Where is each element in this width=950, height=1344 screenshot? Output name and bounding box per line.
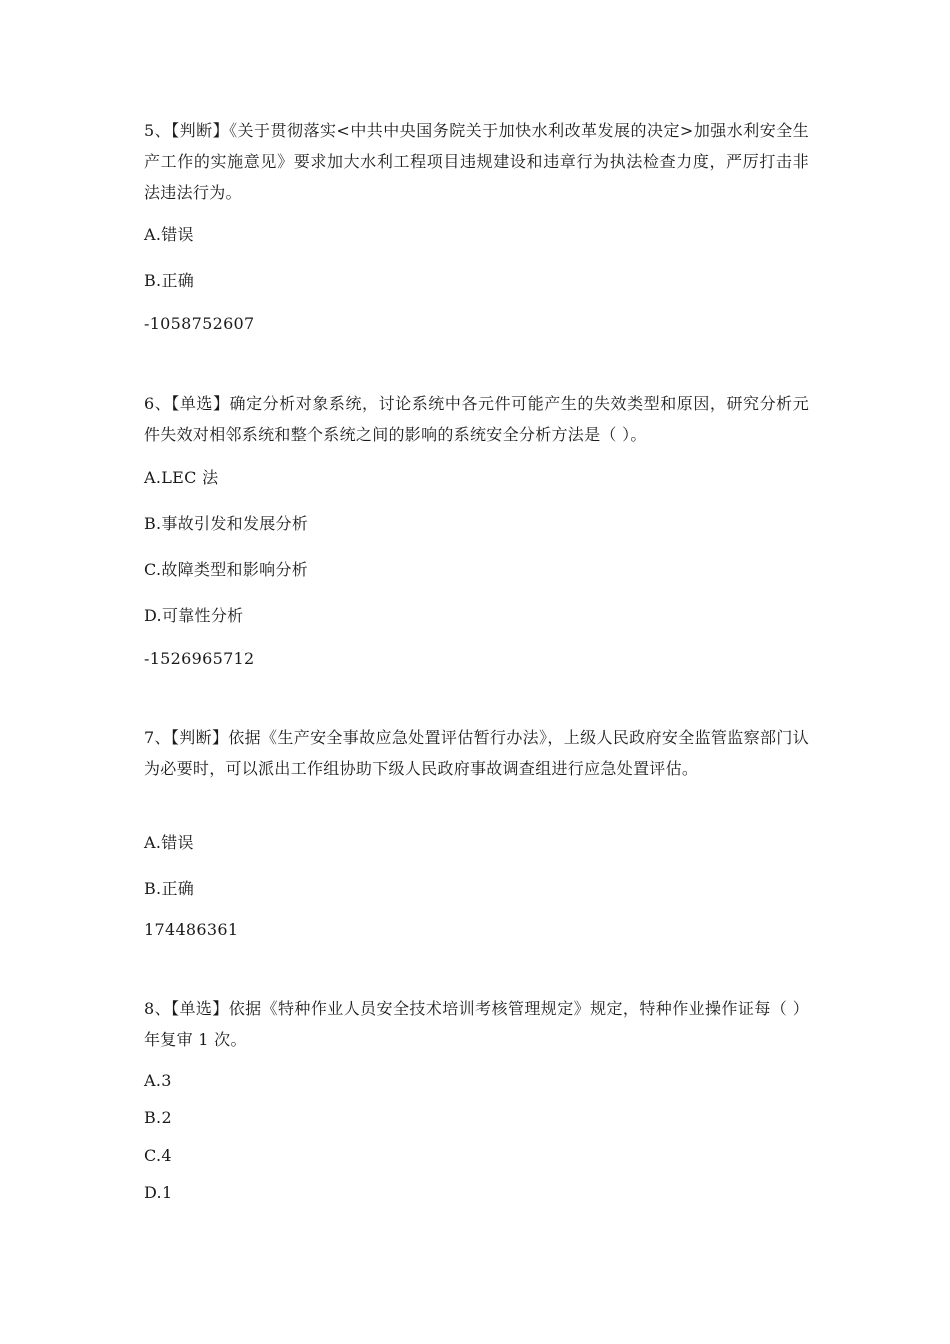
question-code: -1526965712	[144, 649, 255, 668]
option-c: C.4	[144, 1146, 172, 1165]
option-d: D.可靠性分析	[144, 606, 244, 625]
option-a: A.3	[144, 1071, 172, 1090]
option-b: B.2	[144, 1108, 172, 1127]
option-d: D.1	[144, 1183, 173, 1202]
question-code: 174486361	[144, 920, 239, 939]
question-stem: 7、【判断】依据《生产安全事故应急处置评估暂行办法》，上级人民政府安全监管监察部门认为必要时，可以派出工作组协助下级人民政府事故调查组进行应急处置评估。	[144, 728, 809, 778]
question-stem: 8、【单选】依据《特种作业人员安全技术培训考核管理规定》规定，特种作业操作证每（ ）年复审 1 次。	[144, 999, 809, 1049]
option-b: B.事故引发和发展分析	[144, 514, 309, 533]
option-a: A.LEC 法	[144, 468, 219, 487]
question-stem: 6、【单选】确定分析对象系统，讨论系统中各元件可能产生的失效类型和原因，研究分析元件失效对相邻系统和整个系统之间的影响的系统安全分析方法是（ ）。	[144, 394, 809, 444]
question-stem: 5、【判断】《关于贯彻落实<中共中央国务院关于加快水利改革发展的决定>加强水利安全生产工作的实施意见》要求加大水利工程项目违规建设和违章行为执法检查力度，严厉打击非法违法行为。	[144, 121, 809, 202]
question-code: -1058752607	[144, 314, 255, 333]
option-c: C.故障类型和影响分析	[144, 560, 309, 579]
option-a: A.错误	[144, 225, 194, 244]
option-a: A.错误	[144, 833, 194, 852]
option-b: B.正确	[144, 879, 195, 898]
option-b: B.正确	[144, 271, 195, 290]
